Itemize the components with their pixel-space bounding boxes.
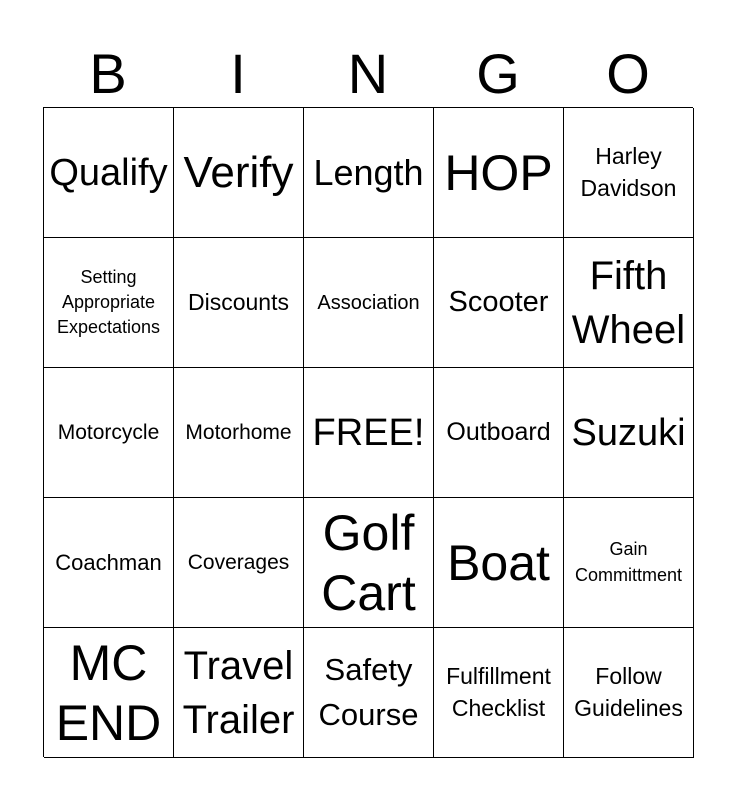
cell-text: Motorcycle — [57, 421, 160, 444]
cell-text: Setting Appropriate Expectations — [56, 266, 161, 338]
cell-text: Fulfillment Checklist — [446, 663, 551, 721]
bingo-cell[interactable] — [174, 628, 304, 758]
cell-text: Boat — [447, 534, 550, 591]
bingo-cell[interactable] — [434, 368, 564, 498]
bingo-header — [43, 40, 693, 108]
header-letter-g: G — [476, 42, 520, 105]
bingo-cell[interactable] — [304, 108, 434, 238]
bingo-cell[interactable] — [304, 238, 434, 368]
bingo-cell[interactable] — [564, 108, 694, 238]
bingo-cell[interactable] — [304, 498, 434, 628]
cell-text: Verify — [183, 147, 294, 197]
bingo-cell[interactable] — [434, 628, 564, 758]
cell-text: Qualify — [49, 151, 168, 194]
bingo-cell free-space[interactable] — [304, 368, 434, 498]
header-letter-n: N — [347, 42, 389, 105]
cell-text: Safety Course — [318, 651, 419, 732]
bingo-cell[interactable] — [564, 628, 694, 758]
cell-text: Motorhome — [185, 421, 292, 444]
bingo-cell[interactable] — [564, 368, 694, 498]
header-letter-i: I — [230, 42, 246, 105]
bingo-cell[interactable] — [44, 108, 174, 238]
bingo-cell[interactable] — [174, 108, 304, 238]
bingo-cell[interactable] — [174, 498, 304, 628]
cell-text: Coverages — [187, 551, 290, 574]
cell-text: Outboard — [446, 418, 551, 447]
bingo-cell[interactable] — [174, 238, 304, 368]
free-space-text: FREE! — [312, 411, 425, 454]
bingo-cell[interactable] — [434, 238, 564, 368]
bingo-cell[interactable] — [44, 368, 174, 498]
cell-text: Association — [317, 291, 420, 314]
header-letter-b: B — [89, 42, 127, 105]
cell-text: MC END — [55, 634, 162, 751]
cell-text: Golf Cart — [321, 504, 416, 621]
cell-text: Suzuki — [571, 411, 686, 454]
bingo-cell[interactable] — [304, 628, 434, 758]
cell-text: Harley Davidson — [580, 143, 677, 201]
header-letter-o: O — [606, 42, 650, 105]
bingo-cell[interactable] — [564, 498, 694, 628]
bingo-cell[interactable] — [44, 628, 174, 758]
cell-text: Discounts — [188, 288, 289, 315]
bingo-board — [43, 107, 693, 757]
bingo-cell[interactable] — [44, 498, 174, 628]
bingo-cell[interactable] — [44, 238, 174, 368]
bingo-cell[interactable] — [434, 498, 564, 628]
cell-text: Coachman — [55, 549, 162, 575]
cell-text: Follow Guidelines — [574, 663, 683, 721]
bingo-cell[interactable] — [174, 368, 304, 498]
cell-text: HOP — [444, 144, 553, 201]
bingo-cell[interactable] — [564, 238, 694, 368]
cell-text: Gain Committment — [574, 539, 682, 585]
cell-text: Scooter — [448, 286, 549, 318]
bingo-cell[interactable] — [434, 108, 564, 238]
cell-text: Travel Trailer — [182, 643, 295, 742]
cell-text: Fifth Wheel — [571, 253, 686, 352]
cell-text: Length — [313, 151, 424, 193]
